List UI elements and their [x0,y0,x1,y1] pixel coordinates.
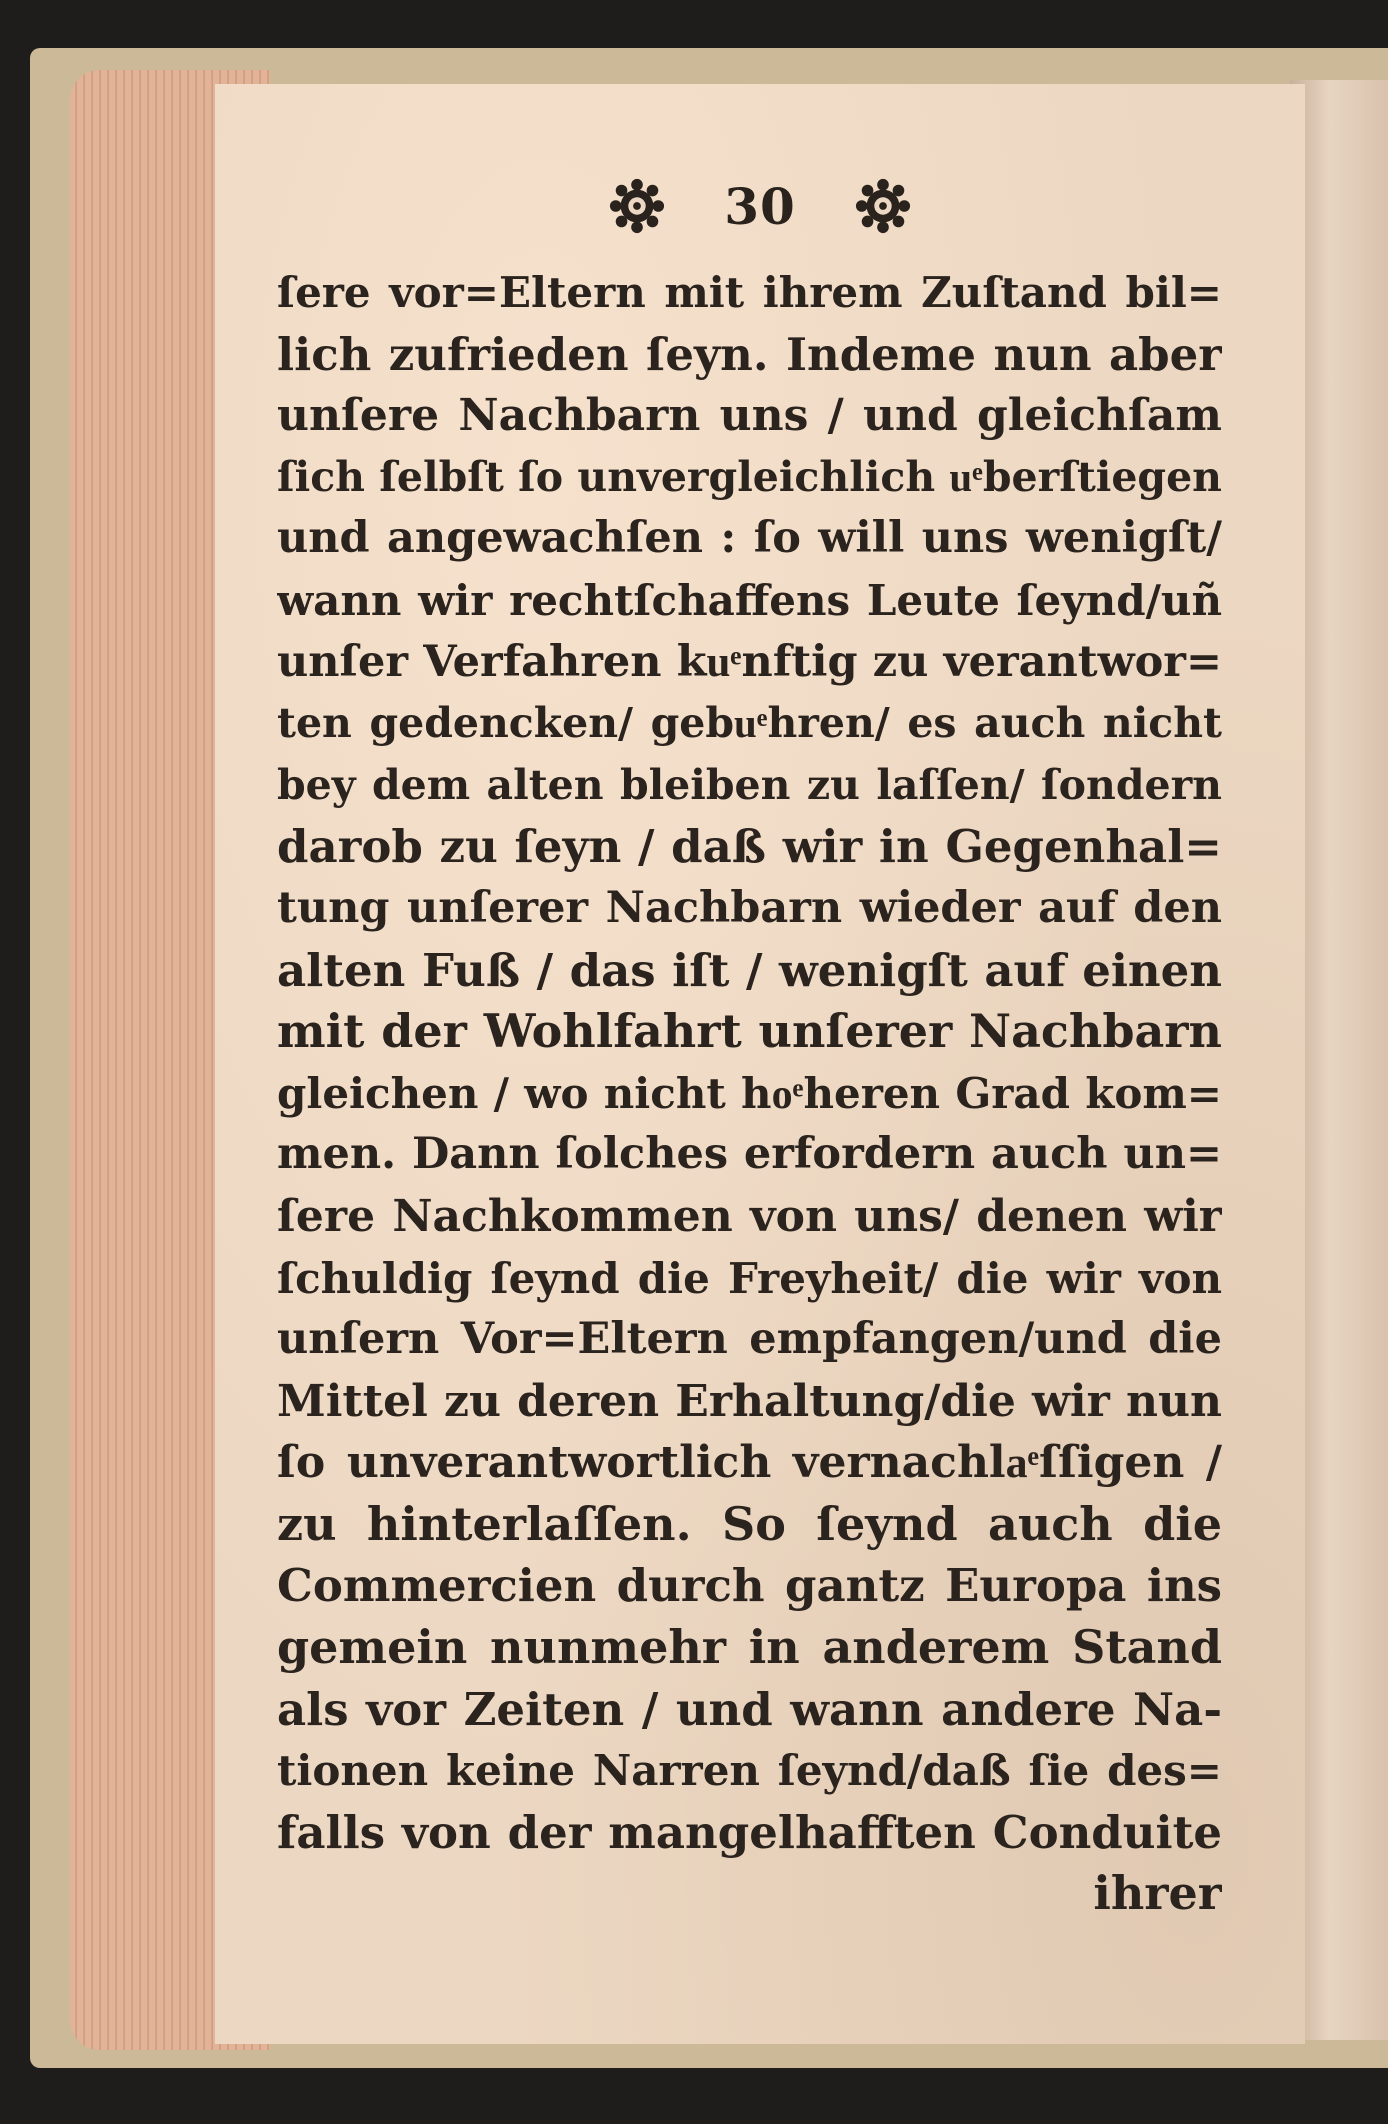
text-line: als vor Zeiten / und wann andere Na- [277,1682,1222,1736]
text-line: lich zufrieden ſeyn. Indeme nun aber [277,327,1222,381]
text-line: mit der Wohlfahrt unſerer Nachbarn [277,1004,1222,1059]
text-line: gleichen / wo nicht hoͤheren Grad kom= [277,1068,1222,1118]
text-line: Mittel zu deren Erhaltung/die wir nun [277,1375,1222,1427]
text-line: gemein nunmehr in anderem Stand [277,1620,1222,1675]
flower-ornament-icon [608,177,666,235]
text-line: ſere Nachkommen von uns/ denen wir [277,1190,1222,1242]
page-number: 30 [724,176,796,236]
text-line: tionen keine Narren ſeynd/daß ſie des= [277,1746,1222,1796]
text-line: men. Dann ſolches erfordern auch un= [277,1129,1222,1180]
text-line: bey dem alten bleiben zu laſſen/ ſondern [277,760,1222,809]
text-line: zu hinterlaſſen. So ſeynd auch die [277,1496,1222,1551]
text-line: ſere vor=Eltern mit ihrem Zuſtand bil= [277,268,1222,317]
text-line: falls von der mangelhafften Conduite [277,1805,1222,1859]
text-line: ſchuldig ſeynd die Freyheit/ die wir von [277,1253,1222,1303]
text-line: ſich ſelbſt ſo unvergleichlich uͤberſtiegen [277,452,1222,501]
body-text [277,262,1222,1925]
text-line: unſere Nachbarn uns / und gleichſam [277,390,1222,442]
page-header [215,166,1305,246]
text-line: Commercien durch gantz Europa ins [277,1559,1222,1613]
text-line: ſo unverantwortlich vernachlaͤſſigen / [277,1437,1222,1489]
book-page [215,84,1305,2044]
text-line: ten gedencken/ gebuͤhren/ es auch nicht [277,699,1222,748]
flower-ornament-icon [854,177,912,235]
text-line: und angewachſen : ſo will uns wenigſt/ [277,513,1222,564]
text-line: unſer Verfahren kuͤnftig zu verantwor= [277,636,1222,687]
text-line: unſern Vor=Eltern empfangen/und die [277,1314,1222,1365]
text-line: darob zu ſeyn / daß wir in Gegenhal= [277,820,1222,874]
text-line: wann wir rechtſchaffens Leute ſeynd/uñ [277,575,1222,625]
catchword: ihrer [1093,1866,1222,1921]
text-line: tung unſerer Nachbarn wieder auf den [277,882,1222,933]
text-line: alten Fuß / das iſt / wenigſt auf einen [277,943,1222,997]
